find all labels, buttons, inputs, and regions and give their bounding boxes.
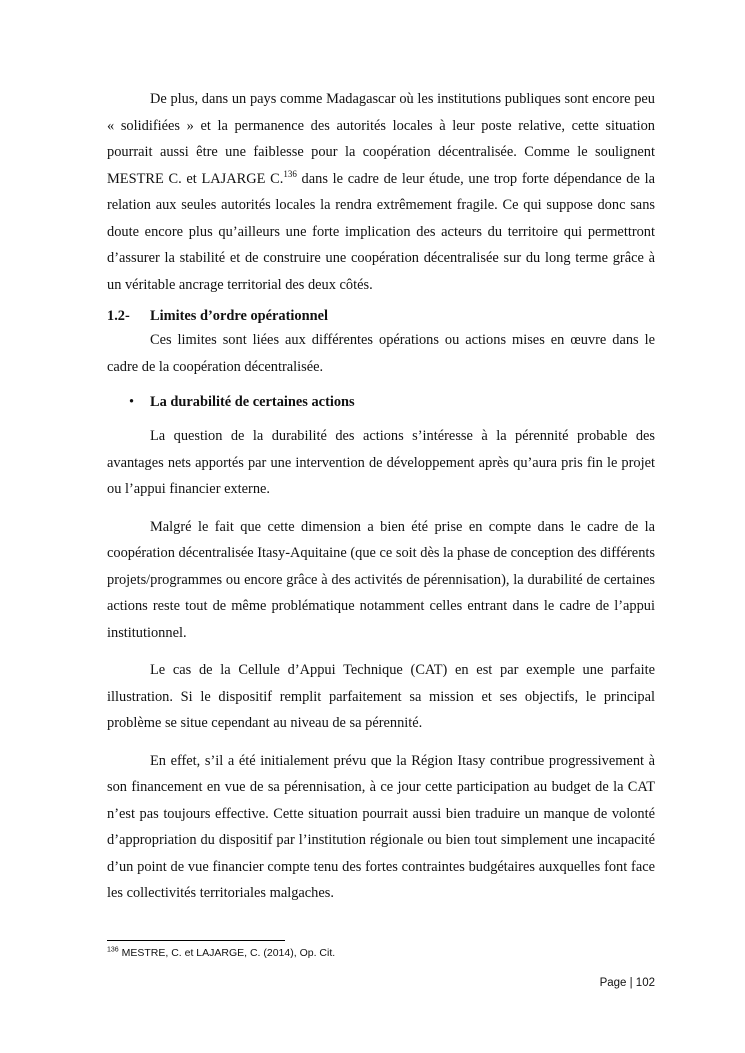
document-body [107, 86, 655, 907]
paragraph-itasy-aquitaine: Malgré le fait que cette dimension a bien été prise en compte dans le cadre de la coopération décentralisée Itasy-Aquitaine (que ce soit dès la phase de conception des différents projets/programmes ou encore grâce à des activités de pérennisation), la durabilité de certaines actions reste tout de même problématique notamment celles entrant dans le cadre de l’appui institutionnel. [107, 518, 655, 641]
paragraph-durability: La question de la durabilité des actions s’intéresse à la pérennité probable des avantages nets apportés par une intervention de développement après qu’aura pris fin le projet ou l’appui financier externe. [107, 428, 655, 497]
footnote-text: MESTRE, C. et LAJARGE, C. (2014), Op. Cit. [118, 947, 336, 959]
paragraph-cat: Le cas de la Cellule d’Appui Technique (CAT) en est par exemple une parfaite illustration. Si le dispositif remplit parfaitement sa mission et ses objectifs, le principal problème se situe cependant au niveau de sa pérennité. [107, 662, 655, 731]
paragraph-section-intro: Ces limites sont liées aux différentes opérations ou actions mises en œuvre dans le cadre de la coopération décentralisée. [107, 332, 655, 375]
footnote-separator [107, 940, 285, 941]
bullet-heading-text: La durabilité de certaines actions [150, 394, 355, 410]
paragraph-region-itasy: En effet, s’il a été initialement prévu que la Région Itasy contribue progressivement à son financement en vue de sa pérennisation, à ce jour cette participation au budget de la CAT n’est pas toujours effective. Cette situation pourrait aussi bien traduire un manque de volonté d’appropriation du dispositif par l’institution régionale ou bien tout simplement une incapacité d’un point de vue financier compte tenu des fortes contraintes budgétaires auxquelles font face les collectivités territoriales malgaches. [107, 752, 655, 901]
paragraph-intro [107, 86, 655, 298]
footnote-reference: 136 [283, 168, 297, 179]
bullet-heading [129, 389, 655, 415]
bullet-icon: • [129, 394, 135, 410]
section-number: 1.2- [107, 308, 130, 324]
paragraph-intro-text-a: De plus, dans un pays comme Madagascar où les institutions publiques sont encore peu « solidifiées » et la permanence des autorités locales à leur poste relative, cette situation pourrait aussi être une faiblesse pour la coopération décentralisée. Comme le soulignent MESTRE C. et LAJARGE C. [107, 91, 655, 187]
section-heading [107, 305, 655, 327]
footnote [107, 946, 335, 960]
paragraph-intro-text-b: dans le cadre de leur étude, une trop forte dépendance de la relation aux seules autorités locales la rendra extrêmement fragile. Ce qui suppose donc sans doute encore plus qu’ailleurs une forte implication des acteurs du territoire qui permettront d’assurer la stabilité et de construire une coopération décentralisée sur du long terme grâce à un véritable ancrage territorial des deux côtés. [107, 170, 655, 293]
footnote-number: 136 [107, 946, 119, 954]
page-number: Page | 102 [599, 977, 655, 989]
section-title: Limites d’ordre opérationnel [150, 308, 328, 324]
